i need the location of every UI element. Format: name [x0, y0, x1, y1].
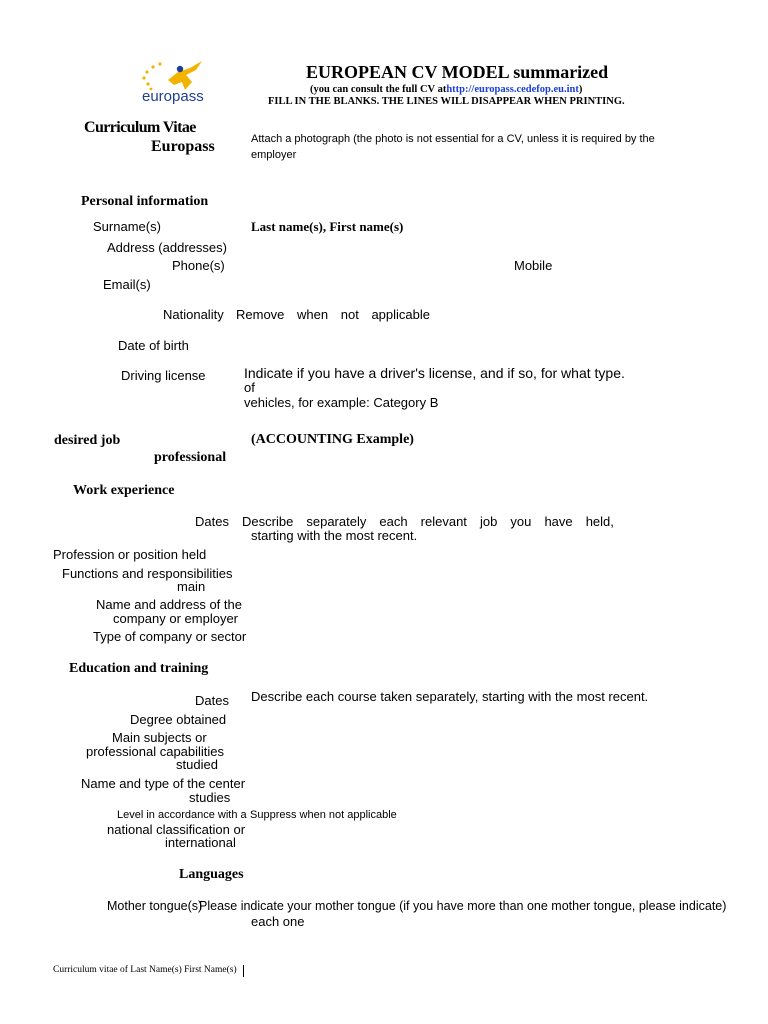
education-heading: Education and training: [69, 661, 209, 676]
cv-heading-line1: Curriculum Vitae: [84, 119, 196, 136]
nationality-word: when: [297, 307, 329, 322]
education-dates-value: Describe each course taken separately, starting with the most recent.: [251, 689, 649, 704]
nationality-word: applicable: [371, 307, 430, 322]
work-dates-word: Describe: [242, 514, 294, 529]
personal-info-heading: Personal information: [81, 194, 209, 209]
address-label: Address (addresses): [107, 240, 227, 255]
position-label: Profession or position held: [53, 547, 207, 562]
subjects-label-line2: professional capabilities: [86, 744, 225, 759]
work-dates-word: each: [379, 514, 408, 529]
nationality-value: [236, 307, 430, 322]
work-dates-word: held,: [585, 514, 614, 529]
languages-heading: Languages: [179, 867, 244, 882]
nationality-word: not: [340, 307, 359, 322]
photo-note-line1: Attach a photograph (the photo is not essential for a CV, unless it is required by the: [251, 133, 655, 145]
mother-tongue-label: Mother tongue(s): [107, 899, 203, 913]
phone-label: Phone(s): [172, 258, 225, 273]
work-dates-label: Dates: [195, 514, 229, 529]
footer-divider: [243, 965, 244, 977]
surname-value[interactable]: Last name(s), First name(s): [251, 219, 404, 234]
work-dates-word: separately: [306, 514, 367, 529]
level-label-line3: international: [165, 835, 236, 850]
level-label-line1: Level in accordance with a: [117, 809, 247, 821]
desired-job-label-line2: professional: [154, 450, 227, 465]
subjects-label-line1: Main subjects or: [112, 730, 207, 745]
sector-label: Type of company or sector: [93, 629, 247, 644]
level-label-line2: national classification or: [107, 822, 246, 837]
footer-text: Curriculum vitae of Last Name(s) First Name(s): [53, 965, 237, 975]
employer-label-line1: Name and address of the: [96, 597, 242, 612]
nationality-label: Nationality: [163, 307, 224, 322]
fill-instruction: FILL IN THE BLANKS. THE LINES WILL DISAPPEAR WHEN PRINTING.: [268, 96, 625, 107]
functions-label-line1: Functions and responsibilities: [62, 566, 233, 581]
mother-tongue-value-line1: Please indicate your mother tongue (if you have more than one mother tongue, please indicate): [199, 899, 727, 913]
work-dates-word: job: [479, 514, 498, 529]
work-dates-value-line2: starting with the most recent.: [251, 528, 418, 543]
nationality-word: Remove: [236, 307, 285, 322]
degree-label: Degree obtained: [130, 712, 227, 727]
education-dates-label: Dates: [195, 693, 229, 708]
work-dates-word: relevant: [420, 514, 467, 529]
work-dates-word: have: [544, 514, 573, 529]
europass-link[interactable]: http://europass.cedefop.eu.int: [446, 84, 579, 95]
page-title: [306, 62, 608, 83]
desired-job-label-line1: desired job: [54, 433, 121, 448]
email-label: Email(s): [103, 277, 151, 292]
consult-note-suffix: ): [578, 84, 583, 95]
center-label-line1: Name and type of the center: [81, 776, 246, 791]
driving-label: Driving license: [121, 368, 206, 383]
work-experience-heading: Work experience: [73, 483, 175, 498]
consult-note: [310, 84, 582, 95]
work-dates-value: [242, 514, 614, 529]
europass-logo: [138, 58, 218, 110]
mobile-label: Mobile: [514, 258, 553, 273]
employer-label-line2: company or employer: [113, 611, 238, 626]
page-title-suffix: summarized: [513, 62, 609, 82]
driving-value-line2: of: [244, 380, 255, 395]
consult-note-prefix: (you can consult the full CV at: [310, 84, 447, 95]
desired-job-value[interactable]: (ACCOUNTING Example): [251, 432, 414, 447]
photo-note-line2: employer: [251, 149, 297, 161]
europass-logo-text: europass: [142, 88, 204, 105]
work-dates-word: you: [510, 514, 532, 529]
page-title-main: EUROPEAN CV MODEL: [306, 62, 509, 82]
mother-tongue-value-line2: each one: [251, 914, 305, 929]
functions-label-line2: main: [177, 579, 206, 594]
cv-heading-line2: Europass: [151, 138, 215, 155]
dob-label: Date of birth: [118, 338, 189, 353]
level-value: Suppress when not applicable: [250, 809, 397, 821]
subjects-label-line3: studied: [176, 757, 218, 772]
surname-label: Surname(s): [93, 219, 161, 234]
driving-value-line3: vehicles, for example: Category B: [244, 395, 439, 410]
driving-value-line1: Indicate if you have a driver's license, and if so, for what type.: [244, 365, 625, 381]
center-label-line2: studies: [189, 790, 231, 805]
